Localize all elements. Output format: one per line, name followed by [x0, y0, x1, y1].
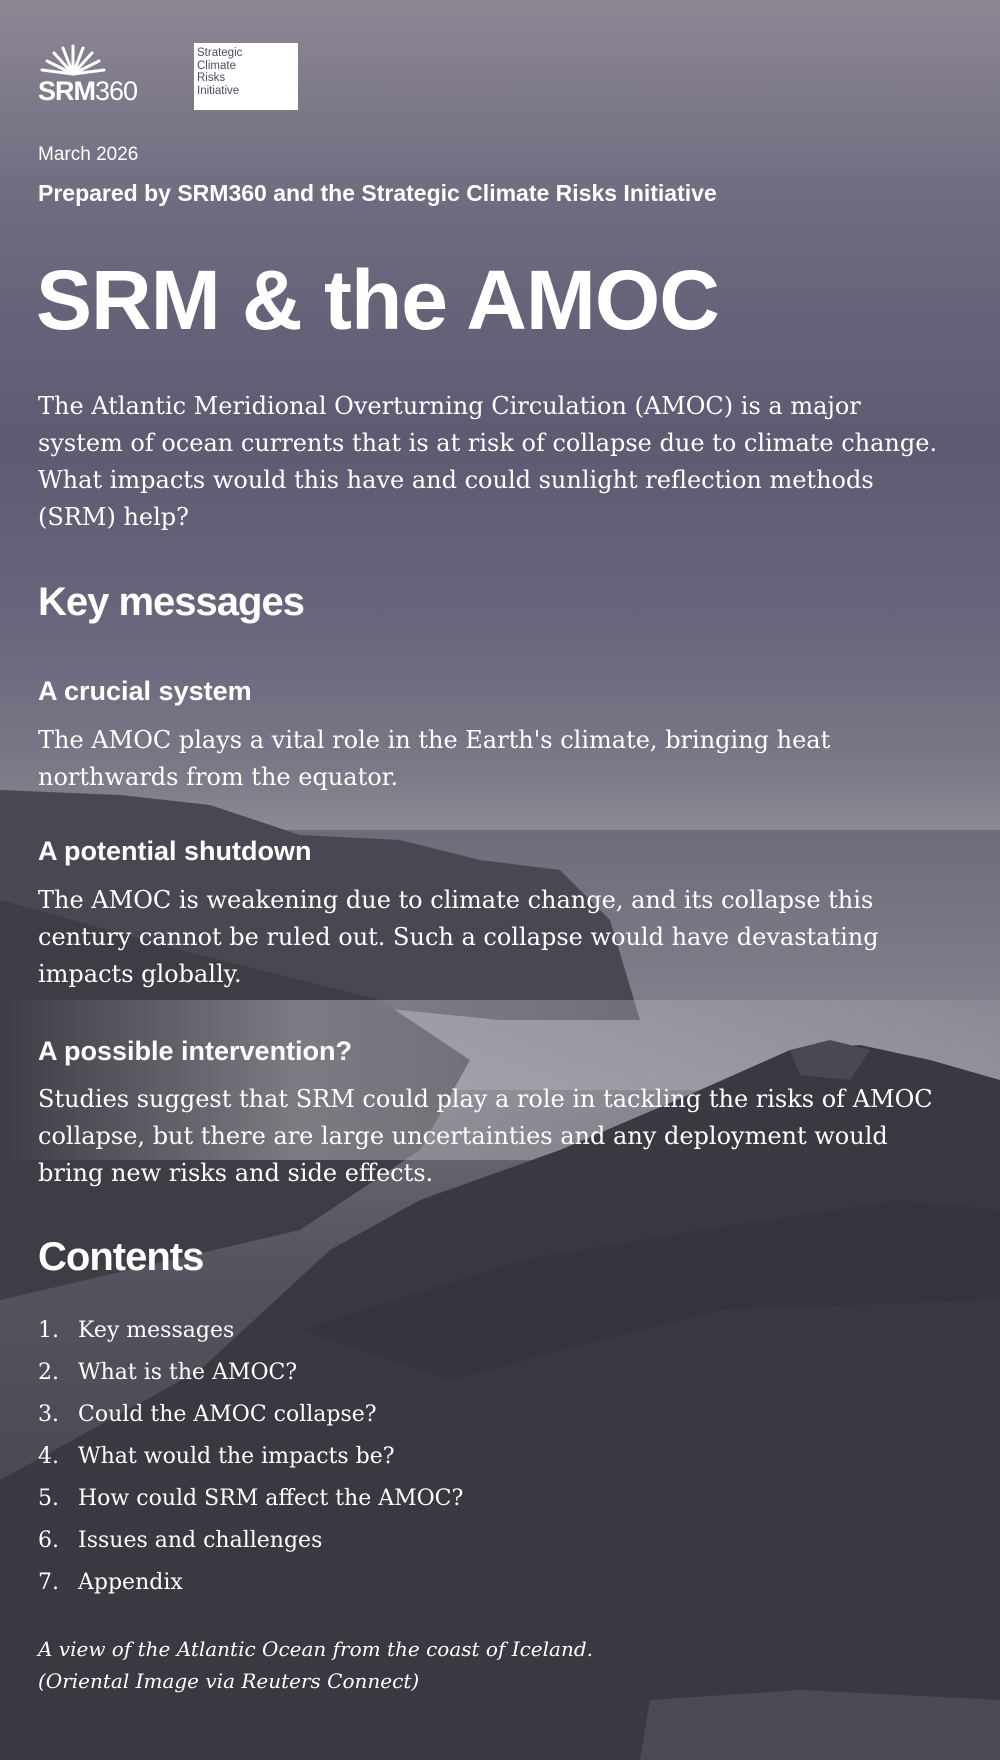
sci-logo-line: Risks — [197, 72, 226, 84]
key-message-body: The AMOC is weakening due to climate change, and its collapse this century cannot be ruled out. Such a collapse would have devastating impacts globally. — [38, 886, 879, 988]
sci-logo — [194, 43, 298, 110]
key-message-title: A potential shutdown — [38, 836, 312, 866]
sci-logo-line: Initiative — [197, 84, 240, 97]
contents-item-number: 1. — [38, 1318, 59, 1343]
contents-item-number: 3. — [38, 1402, 59, 1427]
contents-item-label: Could the AMOC collapse? — [78, 1402, 377, 1427]
contents-item-impacts[interactable] — [38, 1436, 463, 1478]
key-message-title: A crucial system — [38, 676, 252, 706]
contents-item-label: Appendix — [78, 1570, 183, 1595]
contents-item-number: 4. — [38, 1444, 59, 1469]
contents-list — [38, 1310, 463, 1604]
contents-item-number: 5. — [38, 1486, 59, 1511]
srm360-wordmark: SRM360 — [38, 76, 138, 106]
contents-item-key-messages[interactable] — [38, 1310, 463, 1352]
contents-item-label: What would the impacts be? — [78, 1444, 395, 1469]
contents-item-label: Issues and challenges — [78, 1528, 323, 1553]
contents-item-label: What is the AMOC? — [78, 1360, 298, 1385]
contents-item-label: Key messages — [78, 1318, 235, 1343]
srm360-logo — [38, 42, 160, 106]
photo-caption-line: A view of the Atlantic Ocean from the coast of Iceland. — [38, 1637, 593, 1661]
contents-item-number: 7. — [38, 1570, 59, 1595]
prepared-by: Prepared by SRM360 and the Strategic Climate Risks Initiative — [38, 180, 717, 206]
contents-item-srm-effect[interactable] — [38, 1478, 463, 1520]
key-message-body: Studies suggest that SRM could play a role in tackling the risks of AMOC collapse, but there are large uncertainties and any deployment would bring new risks and side effects. — [38, 1085, 933, 1187]
contents-item-could-amoc-collapse[interactable] — [38, 1394, 463, 1436]
contents-item-what-is-amoc[interactable] — [38, 1352, 463, 1394]
sci-logo-line: Climate — [197, 59, 236, 72]
key-message-title: A possible intervention? — [38, 1036, 353, 1066]
contents-item-label: How could SRM affect the AMOC? — [78, 1486, 464, 1511]
page-title: SRM & the AMOC — [36, 253, 719, 347]
contents-item-appendix[interactable] — [38, 1562, 463, 1604]
key-messages-heading: Key messages — [38, 580, 304, 624]
sunburst-icon — [38, 42, 108, 76]
sci-logo-line: Strategic — [197, 47, 243, 59]
photo-caption — [38, 1633, 593, 1697]
contents-item-issues[interactable] — [38, 1520, 463, 1562]
contents-heading: Contents — [38, 1235, 204, 1279]
contents-item-number: 6. — [38, 1528, 59, 1553]
intro-paragraph: The Atlantic Meridional Overturning Circulation (AMOC) is a major system of ocean currents that is at risk of collapse due to climate change. What impacts would this have and could sunlight reflection methods (SRM) help? — [38, 392, 938, 531]
contents-item-number: 2. — [38, 1360, 59, 1385]
key-message-body: The AMOC plays a vital role in the Earth's climate, bringing heat northwards from the equator. — [38, 726, 831, 791]
publication-date: March 2026 — [38, 144, 139, 165]
photo-credit: (Oriental Image via Reuters Connect) — [38, 1669, 420, 1693]
